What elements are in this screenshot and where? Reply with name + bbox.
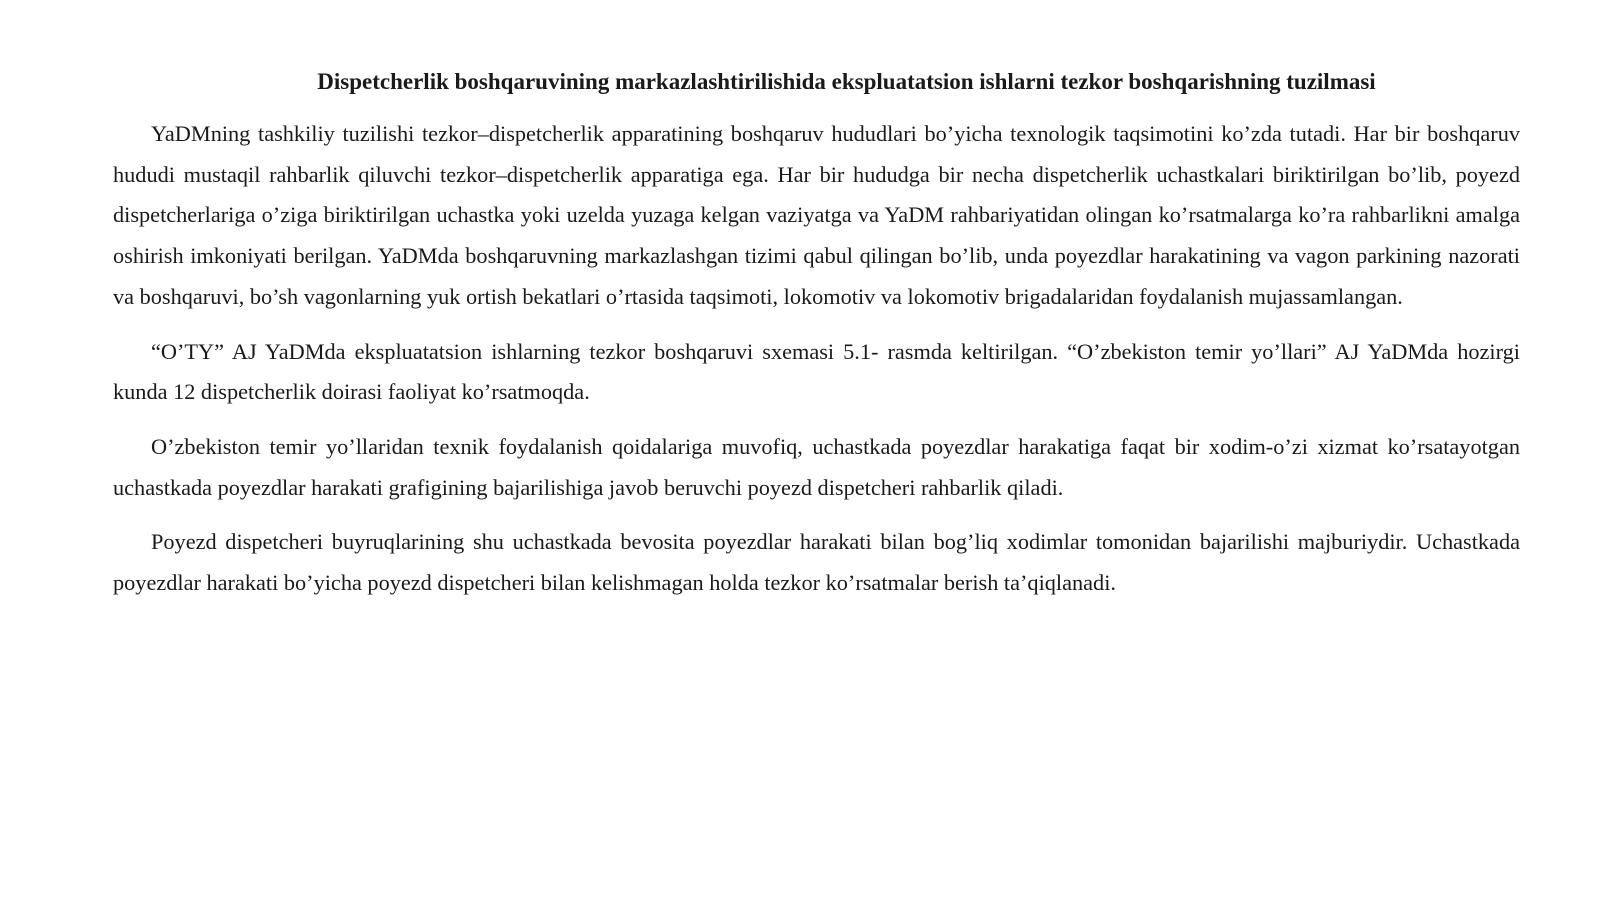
document-title: Dispetcherlik boshqaruvining markazlashtirilishida ekspluatatsion ishlarni tezkor boshqarishning tuzilmasi: [317, 69, 1376, 94]
paragraph-1: YaDMning tashkiliy tuzilishi tezkor–dispetcherlik apparatining boshqaruv hududlari bo’yicha texnologik taqsimotini ko’zda tutadi. Har bir boshqaruv hududi mustaqil rahbarlik qiluvchi tezkor–dispetcherlik apparatiga ega. Har bir hududga bir necha dispetcherlik uchastkalari biriktirilgan bo’lib, poyezd dispetcherlariga o’ziga biriktirilgan uchastka yoki uzelda yuzaga kelgan vaziyatga va YaDM rahbariyatidan olingan ko’rsatmalarga ko’ra rahbarlikni amalga oshirish imkoniyati berilgan. YaDMda boshqaruvning markazlashgan tizimi qabul qilingan bo’lib, unda poyezdlar harakatining va vagon parkining nazorati va boshqaruvi, bo’sh vagonlarning yuk ortish bekatlari o’rtasida taqsimoti, lokomotiv va lokomotiv brigadalaridan foydalanish mujassamlangan.: [113, 121, 1520, 309]
paragraph-2: “O’TY” AJ YaDMda ekspluatatsion ishlarning tezkor boshqaruvi sxemasi 5.1- rasmda keltirilgan. “O’zbekiston temir yo’llari” AJ YaDMda hozirgi kunda 12 dispetcherlik doirasi faoliyat ko’rsatmoqda.: [113, 338, 1520, 405]
document-page: [113, 62, 1520, 618]
paragraph-3: O’zbekiston temir yo’llaridan texnik foydalanish qoidalariga muvofiq, uchastkada poyezdlar harakatiga faqat bir xodim-o’zi xizmat ko’rsatayotgan uchastkada poyezdlar harakati grafigining bajarilishiga javob beruvchi poyezd dispetcheri rahbarlik qiladi.: [113, 433, 1520, 500]
paragraph-4: Poyezd dispetcheri buyruqlarining shu uchastkada bevosita poyezdlar harakati bilan bog’liq xodimlar tomonidan bajarilishi majburiydir. Uchastkada poyezdlar harakati bo’yicha poyezd dispetcheri bilan kelishmagan holda tezkor ko’rsatmalar berish ta’qiqlanadi.: [113, 529, 1520, 596]
